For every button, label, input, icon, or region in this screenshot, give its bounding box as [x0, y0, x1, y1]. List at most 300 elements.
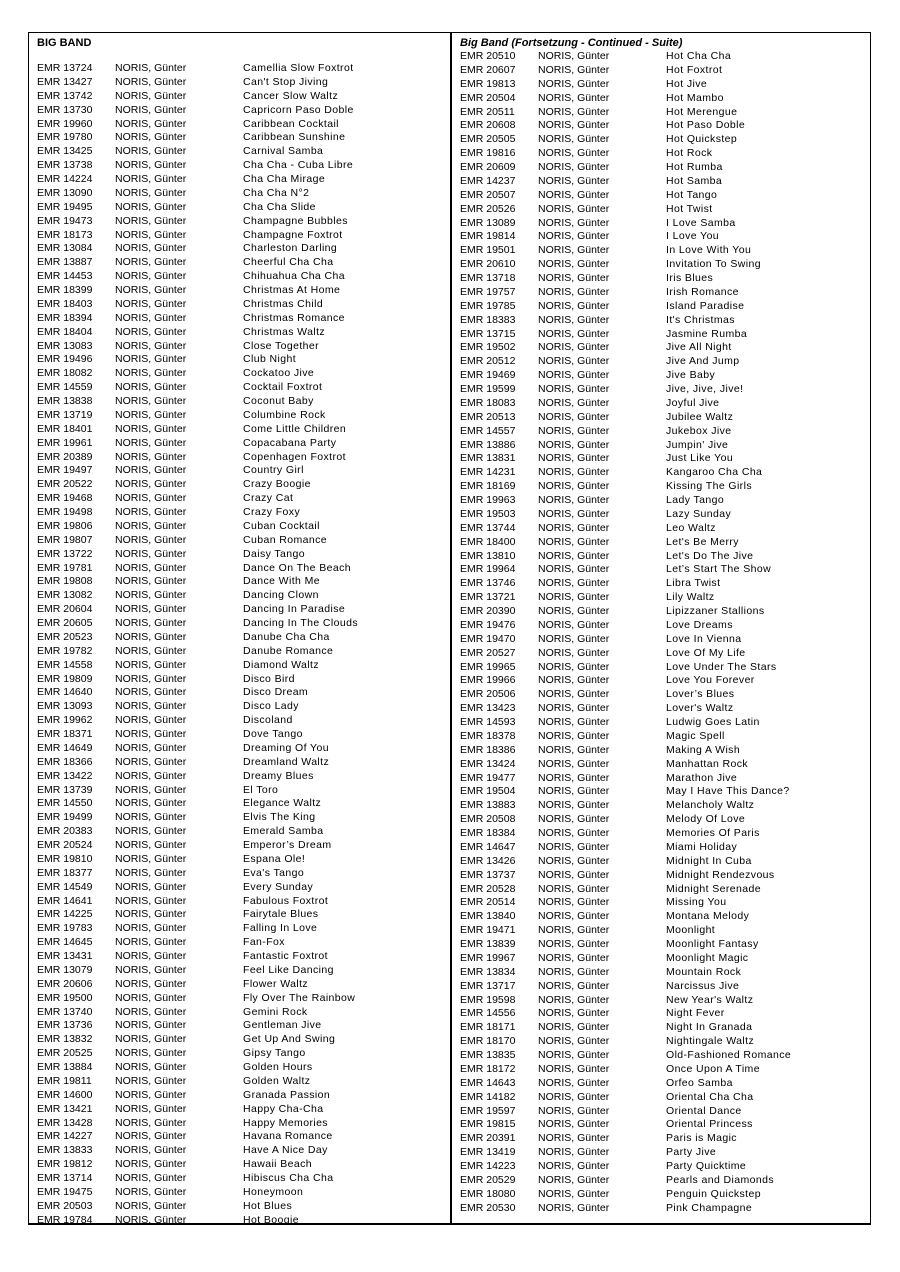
track-title: Hot Merengue [666, 105, 738, 118]
artist-name: NORIS, Günter [115, 450, 187, 463]
artist-name: NORIS, Günter [538, 161, 610, 173]
artist-name: NORIS, Günter [538, 660, 610, 673]
catalog-number: EMR 13089 [460, 216, 516, 229]
catalog-number: EMR 18384 [460, 827, 516, 839]
track-row [37, 1186, 442, 1200]
catalog-number: EMR 13740 [37, 1005, 93, 1018]
track-title: Narcissus Jive [666, 979, 740, 992]
artist-name: NORIS, Günter [538, 438, 610, 451]
catalog-number: EMR 20507 [460, 188, 516, 201]
track-row [37, 478, 442, 492]
catalog-number: EMR 13833 [37, 1144, 93, 1157]
track-title: Fabulous Foxtrot [243, 894, 329, 907]
catalog-number: EMR 14237 [460, 174, 516, 187]
track-row [37, 908, 442, 922]
catalog-number: EMR 19598 [460, 993, 516, 1006]
catalog-number: EMR 19815 [460, 1118, 516, 1131]
artist-name: NORIS, Günter [115, 936, 187, 949]
track-row [37, 131, 442, 145]
track-title: Crazy Cat [243, 492, 294, 505]
track-title: Cocktail Foxtrot [243, 381, 323, 394]
track-title: Diamond Waltz [243, 658, 319, 671]
track-title: Crazy Foxy [243, 506, 301, 518]
artist-name: NORIS, Günter [538, 813, 610, 826]
track-row [460, 50, 865, 64]
track-title: Dove Tango [243, 728, 303, 740]
catalog-number: EMR 13419 [460, 1146, 516, 1159]
catalog-number: EMR 14593 [460, 716, 516, 728]
catalog-number: EMR 19960 [37, 117, 93, 130]
track-row [460, 439, 865, 453]
artist-name: NORIS, Günter [538, 549, 610, 562]
track-title: Miami Holiday [666, 840, 738, 853]
catalog-number: EMR 13883 [460, 799, 516, 812]
catalog-number: EMR 13425 [37, 145, 93, 158]
catalog-number: EMR 13719 [37, 408, 93, 421]
track-title: Let’s Start The Show [666, 563, 772, 576]
catalog-number: EMR 20529 [460, 1173, 516, 1186]
catalog-number: EMR 13090 [37, 186, 93, 199]
catalog-number: EMR 19961 [37, 436, 93, 449]
artist-name: NORIS, Günter [538, 1187, 610, 1200]
catalog-number: EMR 20524 [37, 839, 93, 851]
catalog-number: EMR 13810 [460, 549, 516, 562]
artist-name: NORIS, Günter [115, 117, 187, 130]
track-title: I Love Samba [666, 216, 736, 229]
track-title: Hibiscus Cha Cha [243, 1172, 334, 1184]
track-title: Cuban Romance [243, 533, 327, 546]
track-title: Hot Twist [666, 202, 713, 215]
track-title: Copacabana Party [243, 436, 337, 449]
catalog-number: EMR 13831 [460, 452, 516, 465]
catalog-number: EMR 19599 [460, 383, 516, 395]
artist-name: NORIS, Günter [115, 617, 187, 629]
track-title: Champagne Bubbles [243, 214, 348, 227]
catalog-number: EMR 19963 [460, 494, 516, 506]
artist-name: NORIS, Günter [538, 327, 610, 340]
track-title: Moonlight Magic [666, 951, 749, 964]
track-row [37, 284, 442, 298]
track-title: Gemini Rock [243, 1005, 308, 1018]
track-row [460, 1132, 865, 1146]
catalog-number: EMR 20528 [460, 882, 516, 895]
artist-name: NORIS, Günter [538, 1090, 610, 1103]
track-title: Golden Hours [243, 1061, 313, 1073]
artist-name: NORIS, Günter [115, 894, 187, 907]
track-row [460, 119, 865, 133]
track-row [37, 895, 442, 909]
track-row [460, 550, 865, 564]
track-title: Hawaii Beach [243, 1158, 312, 1171]
catalog-number: EMR 19783 [37, 922, 93, 935]
track-row [460, 314, 865, 328]
artist-name: NORIS, Günter [538, 1021, 610, 1034]
track-title: Crazy Boogie [243, 478, 311, 491]
track-row [460, 1091, 865, 1105]
catalog-number: EMR 18173 [37, 228, 93, 241]
artist-name: NORIS, Günter [115, 852, 187, 865]
left-column [37, 36, 442, 1226]
artist-name: NORIS, Günter [538, 716, 610, 728]
track-row [460, 966, 865, 980]
track-title: Ludwig Goes Latin [666, 716, 760, 728]
artist-name: NORIS, Günter [538, 202, 610, 215]
catalog-number: EMR 14182 [460, 1090, 516, 1103]
catalog-number: EMR 14643 [460, 1076, 516, 1089]
track-title: Dance On The Beach [243, 561, 351, 574]
artist-name: NORIS, Günter [538, 452, 610, 465]
catalog-number: EMR 13722 [37, 547, 93, 560]
catalog-number: EMR 20514 [460, 896, 516, 909]
track-row [460, 785, 865, 799]
track-title: Paris is Magic [666, 1132, 737, 1145]
artist-name: NORIS, Günter [115, 214, 187, 227]
artist-name: NORIS, Günter [538, 1035, 610, 1048]
catalog-number: EMR 13083 [37, 339, 93, 352]
continued-heading: Big Band (Fortsetzung - Continued - Suite) [460, 37, 683, 49]
artist-name: NORIS, Günter [115, 1144, 187, 1157]
catalog-number: EMR 18377 [37, 866, 93, 879]
track-title: Every Sunday [243, 880, 314, 893]
catalog-number: EMR 13834 [460, 965, 516, 978]
track-row [460, 1188, 865, 1202]
track-row [460, 522, 865, 536]
catalog-number: EMR 14640 [37, 686, 93, 699]
track-row [460, 1160, 865, 1174]
track-title: Leo Waltz [666, 521, 716, 534]
artist-name: NORIS, Günter [538, 840, 610, 853]
track-row [460, 563, 865, 577]
track-title: Moonlight Fantasy [666, 938, 759, 950]
track-row [460, 425, 865, 439]
artist-name: NORIS, Günter [115, 62, 187, 74]
track-title: Magic Spell [666, 729, 725, 742]
track-title: Carnival Samba [243, 145, 324, 158]
catalog-number: EMR 13886 [460, 438, 516, 451]
track-row [460, 716, 865, 730]
artist-name: NORIS, Günter [115, 200, 187, 213]
catalog-number: EMR 20606 [37, 977, 93, 990]
artist-name: NORIS, Günter [115, 1033, 187, 1046]
catalog-number: EMR 18171 [460, 1021, 516, 1034]
artist-name: NORIS, Günter [115, 658, 187, 671]
artist-name: NORIS, Günter [538, 938, 610, 950]
artist-name: NORIS, Günter [115, 311, 187, 324]
artist-name: NORIS, Günter [115, 1088, 187, 1101]
catalog-number: EMR 13746 [460, 577, 516, 590]
track-title: Christmas At Home [243, 284, 341, 296]
track-row [460, 938, 865, 952]
track-title: Champagne Foxtrot [243, 228, 343, 241]
artist-name: NORIS, Günter [115, 284, 187, 296]
track-row [37, 673, 442, 687]
track-row [37, 409, 442, 423]
track-row [37, 1117, 442, 1131]
track-row [37, 645, 442, 659]
section-heading: BIG BAND [37, 37, 92, 49]
track-title: Kangaroo Cha Cha [666, 466, 763, 479]
artist-name: NORIS, Günter [538, 369, 610, 382]
track-title: Love You Forever [666, 674, 755, 687]
artist-name: NORIS, Günter [538, 1062, 610, 1075]
catalog-number: EMR 13422 [37, 769, 93, 782]
catalog-number: EMR 14550 [37, 797, 93, 810]
track-title: Lover’s Blues [666, 688, 735, 701]
track-title: Hot Quickstep [666, 133, 738, 146]
track-title: Hot Boogie [243, 1213, 299, 1226]
artist-name: NORIS, Günter [115, 519, 187, 532]
catalog-number: EMR 13744 [460, 521, 516, 534]
track-row [37, 797, 442, 811]
catalog-number: EMR 13884 [37, 1061, 93, 1073]
artist-name: NORIS, Günter [538, 1104, 610, 1117]
track-row [460, 78, 865, 92]
artist-name: NORIS, Günter [115, 547, 187, 560]
track-row [460, 508, 865, 522]
artist-name: NORIS, Günter [538, 91, 610, 104]
catalog-number: EMR 18082 [37, 367, 93, 380]
track-title: Christmas Waltz [243, 325, 326, 338]
catalog-number: EMR 18386 [460, 743, 516, 756]
artist-name: NORIS, Günter [538, 188, 610, 201]
track-row [460, 799, 865, 813]
catalog-number: EMR 20508 [460, 813, 516, 826]
artist-name: NORIS, Günter [538, 424, 610, 437]
catalog-number: EMR 13730 [37, 103, 93, 116]
track-row [37, 1047, 442, 1061]
artist-name: NORIS, Günter [115, 1019, 187, 1032]
track-title: Hot Mambo [666, 91, 724, 104]
artist-name: NORIS, Günter [538, 882, 610, 895]
catalog-number: EMR 14647 [460, 840, 516, 853]
track-row [37, 1075, 442, 1089]
track-title: Dancing Clown [243, 589, 319, 602]
artist-name: NORIS, Günter [538, 174, 610, 187]
track-row [37, 714, 442, 728]
track-row [37, 242, 442, 256]
artist-name: NORIS, Günter [115, 367, 187, 380]
track-title: Moonlight [666, 924, 716, 937]
artist-name: NORIS, Günter [115, 381, 187, 394]
artist-name: NORIS, Günter [538, 965, 610, 978]
artist-name: NORIS, Günter [115, 186, 187, 199]
artist-name: NORIS, Günter [538, 396, 610, 409]
catalog-number: EMR 20505 [460, 133, 516, 146]
track-title: Come Little Children [243, 422, 347, 435]
artist-name: NORIS, Günter [115, 1130, 187, 1143]
track-title: Danube Romance [243, 644, 334, 657]
track-row [460, 258, 865, 272]
track-row [460, 1105, 865, 1119]
track-row [37, 784, 442, 798]
catalog-number: EMR 18403 [37, 297, 93, 310]
track-title: Chihuahua Cha Cha [243, 270, 345, 283]
catalog-number: EMR 19757 [460, 285, 516, 298]
track-row [460, 827, 865, 841]
catalog-number: EMR 19497 [37, 464, 93, 477]
track-title: Memories Of Paris [666, 827, 760, 839]
artist-name: NORIS, Günter [538, 854, 610, 867]
catalog-number: EMR 13721 [460, 591, 516, 604]
artist-name: NORIS, Günter [115, 1199, 187, 1212]
track-title: Happy Cha-Cha [243, 1102, 324, 1115]
catalog-number: EMR 18378 [460, 729, 516, 742]
track-row [37, 159, 442, 173]
track-row [37, 978, 442, 992]
artist-name: NORIS, Günter [538, 341, 610, 354]
catalog-number: EMR 20383 [37, 825, 93, 838]
artist-name: NORIS, Günter [115, 1061, 187, 1073]
track-title: Jive, Jive, Jive! [666, 383, 744, 395]
catalog-number: EMR 19597 [460, 1104, 516, 1117]
track-row [460, 758, 865, 772]
track-row [37, 437, 442, 451]
track-row [460, 647, 865, 661]
catalog-number: EMR 19780 [37, 131, 93, 144]
artist-name: NORIS, Günter [538, 1118, 610, 1131]
catalog-number: EMR 13093 [37, 700, 93, 713]
track-title: Hot Rock [666, 147, 713, 160]
track-title: Jukebox Jive [666, 424, 732, 437]
artist-name: NORIS, Günter [115, 478, 187, 491]
track-title: Christmas Romance [243, 311, 345, 324]
track-title: Daisy Tango [243, 547, 305, 560]
track-title: Lazy Sunday [666, 507, 732, 520]
artist-name: NORIS, Günter [115, 991, 187, 1004]
catalog-number: EMR 13742 [37, 89, 93, 102]
artist-name: NORIS, Günter [538, 591, 610, 604]
track-title: Party Quicktime [666, 1160, 747, 1172]
artist-name: NORIS, Günter [115, 950, 187, 962]
track-title: Night Fever [666, 1007, 725, 1020]
catalog-number: EMR 20503 [37, 1199, 93, 1212]
track-title: Kissing The Girls [666, 480, 752, 493]
catalog-number: EMR 19470 [460, 632, 516, 645]
artist-name: NORIS, Günter [115, 728, 187, 740]
catalog-number: EMR 19808 [37, 575, 93, 588]
track-row [37, 1172, 442, 1186]
catalog-number: EMR 19806 [37, 519, 93, 532]
artist-name: NORIS, Günter [538, 910, 610, 923]
catalog-number: EMR 19962 [37, 714, 93, 727]
artist-name: NORIS, Günter [115, 1185, 187, 1198]
catalog-number: EMR 19499 [37, 811, 93, 824]
track-title: Jubilee Waltz [666, 410, 734, 423]
track-title: Lover's Waltz [666, 702, 734, 715]
track-row [37, 1130, 442, 1144]
artist-name: NORIS, Günter [115, 270, 187, 283]
track-title: Copenhagen Foxtrot [243, 450, 346, 463]
track-row [460, 341, 865, 355]
artist-name: NORIS, Günter [538, 521, 610, 534]
track-title: New Year's Waltz [666, 993, 754, 1006]
track-title: El Toro [243, 783, 279, 796]
catalog-number: EMR 20510 [460, 50, 516, 62]
track-title: Jive Baby [666, 369, 716, 382]
artist-name: NORIS, Günter [115, 1172, 187, 1184]
catalog-number: EMR 18400 [460, 535, 516, 548]
track-title: Oriental Princess [666, 1118, 753, 1131]
artist-name: NORIS, Günter [115, 492, 187, 505]
catalog-number: EMR 14641 [37, 894, 93, 907]
track-title: Love In Vienna [666, 632, 742, 645]
track-title: Lady Tango [666, 494, 725, 506]
track-row [460, 577, 865, 591]
track-row [460, 147, 865, 161]
track-row [460, 591, 865, 605]
artist-name: NORIS, Günter [115, 1102, 187, 1115]
track-row [460, 536, 865, 550]
track-title: Cockatoo Jive [243, 367, 315, 380]
track-title: Love Under The Stars [666, 660, 777, 673]
track-title: Emperor’s Dream [243, 839, 332, 851]
track-row [37, 1019, 442, 1033]
artist-name: NORIS, Günter [538, 993, 610, 1006]
track-row [460, 161, 865, 175]
track-row [460, 619, 865, 633]
track-row [37, 728, 442, 742]
artist-name: NORIS, Günter [538, 924, 610, 937]
artist-name: NORIS, Günter [538, 868, 610, 881]
artist-name: NORIS, Günter [538, 1007, 610, 1020]
track-title: Close Together [243, 339, 320, 352]
catalog-number: EMR 13082 [37, 589, 93, 602]
catalog-number: EMR 13736 [37, 1019, 93, 1032]
track-title: Hot Rumba [666, 161, 723, 173]
track-row [460, 64, 865, 78]
artist-name: NORIS, Günter [538, 480, 610, 493]
catalog-number: EMR 19965 [460, 660, 516, 673]
catalog-number: EMR 20511 [460, 105, 515, 118]
track-row [37, 1103, 442, 1117]
catalog-number: EMR 13084 [37, 242, 93, 255]
track-title: Happy Memories [243, 1116, 328, 1129]
track-row [37, 340, 442, 354]
catalog-number: EMR 19471 [460, 924, 516, 937]
artist-name: NORIS, Günter [538, 743, 610, 756]
track-title: Cha Cha N°2 [243, 186, 310, 199]
track-title: Hot Foxtrot [666, 63, 723, 76]
track-row [460, 189, 865, 203]
track-title: Island Paradise [666, 299, 745, 312]
catalog-number: EMR 18383 [460, 313, 516, 326]
artist-name: NORIS, Günter [115, 741, 187, 754]
track-row [37, 700, 442, 714]
track-row [37, 603, 442, 617]
catalog-number: EMR 18170 [460, 1035, 516, 1048]
artist-name: NORIS, Günter [538, 771, 610, 784]
artist-name: NORIS, Günter [538, 147, 610, 160]
catalog-number: EMR 14556 [460, 1007, 516, 1020]
catalog-number: EMR 14453 [37, 270, 93, 283]
track-row [460, 272, 865, 286]
catalog-number: EMR 19503 [460, 507, 516, 520]
track-title: Pearls and Diamonds [666, 1173, 774, 1186]
artist-name: NORIS, Günter [115, 353, 187, 366]
track-row [37, 992, 442, 1006]
track-title: Dancing In The Clouds [243, 617, 359, 629]
track-row [460, 730, 865, 744]
track-row [37, 145, 442, 159]
track-title: Club Night [243, 353, 297, 366]
track-row [37, 520, 442, 534]
track-title: Christmas Child [243, 297, 324, 310]
track-title: Falling In Love [243, 922, 318, 935]
catalog-number: EMR 19811 [37, 1074, 92, 1087]
artist-name: NORIS, Günter [115, 1213, 187, 1226]
catalog-number: EMR 13715 [460, 327, 516, 340]
track-row [37, 964, 442, 978]
